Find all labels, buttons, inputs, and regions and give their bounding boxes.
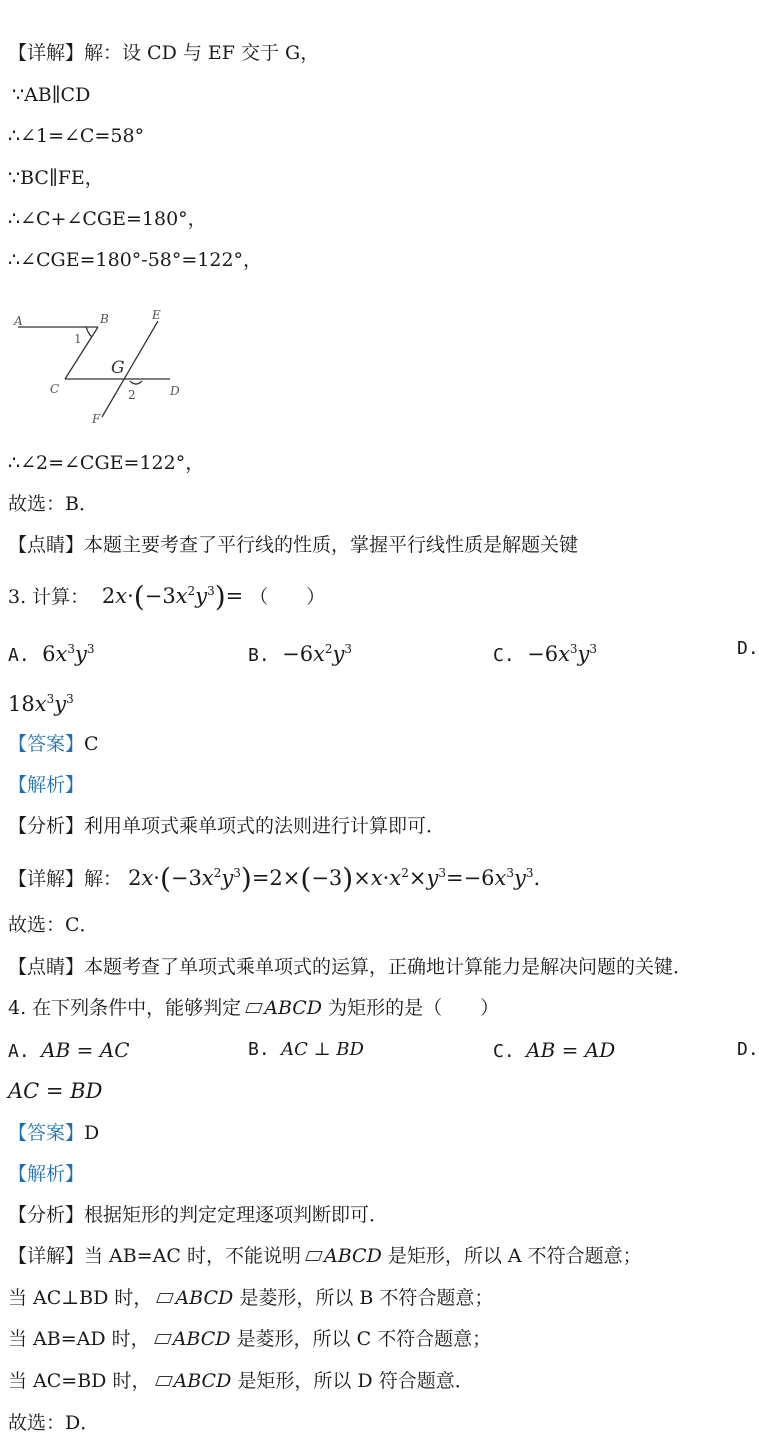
parallel-lines-figure (10, 305, 190, 425)
q4-detail-1-math: ABCD (324, 1245, 382, 1267)
q4-detail-3-post: 是菱形，所以 C 不符合题意； (236, 1328, 492, 1350)
q4-option-d-label: D. (737, 1039, 759, 1060)
q3-analysis-tag: 【解析】 (8, 774, 85, 796)
q3-blank: （ ） (249, 586, 326, 608)
solution-line-2: ∵AB∥CD (12, 84, 91, 106)
q3-option-b-label: B. (248, 645, 270, 666)
parallelogram-icon (154, 1334, 172, 1344)
parallelogram-icon (245, 1003, 263, 1013)
q3-answer-tag: 【答案】 (8, 733, 85, 755)
q4-answer-tag: 【答案】 (8, 1122, 85, 1144)
label-angle-1: 1 (74, 332, 82, 346)
label-g: G (111, 358, 125, 378)
q3-option-a-value: $6x^3y^3$ (35, 642, 95, 666)
q3-option-d[interactable] (737, 636, 759, 662)
q4-detail-4-pre: 当 AC=BD 时， (8, 1370, 151, 1392)
q3-expression: $2x\cdot(-3x^2y^3)=$ (95, 580, 244, 613)
parallelogram-icon (155, 1376, 173, 1386)
q4-stem-pre: 4. 在下列条件中，能够判定 (8, 997, 242, 1019)
solution-line-8: 故选：B． (8, 493, 98, 515)
q4-option-d[interactable] (737, 1037, 759, 1063)
label-e: E (152, 308, 161, 322)
q4-analysis-tag: 【解析】 (8, 1163, 85, 1185)
q3-xiangjie (8, 860, 541, 895)
q4-option-c-value: AB = AD (526, 1038, 616, 1062)
q3-option-c-value: $-6x^3y^3$ (520, 642, 598, 666)
q4-option-b-value: AC ⊥ BD (281, 1039, 364, 1060)
q3-option-c[interactable] (493, 636, 597, 669)
angle-2-arc (130, 381, 142, 384)
q4-fenxi: 【分析】根据矩形的判定定理逐项判断即可． (8, 1204, 389, 1226)
label-d: D (170, 384, 180, 398)
q4-option-a-value: AB = AC (41, 1038, 130, 1062)
q4-guxuan: 故选：D． (8, 1412, 100, 1434)
q3-option-b[interactable] (248, 636, 352, 669)
q3-option-d-label: D. (737, 638, 759, 659)
q3-stem-text: 3. 计算： (8, 586, 90, 608)
q4-detail-4-math: ABCD (173, 1370, 232, 1392)
q4-option-d-value: AC = BD (8, 1079, 103, 1103)
q3-xiangjie-tag: 【详解】解： (8, 868, 123, 890)
q4-option-d-value-line (8, 1078, 102, 1106)
solution-line-6: ∴∠CGE=180°-58°=122°， (8, 249, 263, 271)
q4-option-c-label: C. (493, 1041, 515, 1062)
q4-detail-1 (8, 1243, 642, 1269)
q4-answer (8, 1120, 99, 1146)
label-a: A (14, 314, 23, 328)
q3-answer-value: C (84, 733, 99, 755)
solution-line-1: 【详解】解：设 CD 与 EF 交于 G， (8, 42, 320, 64)
q3-xiangjie-expression: $2x\cdot(-3x^2y^3)=2\times(-3)\times x\cdot x^2\times y^3=-6x^3y^3$. (128, 862, 541, 895)
q3-dianjing: 【点睛】本题考查了单项式乘单项式的运算，正确地计算能力是解决问题的关键． (8, 956, 693, 978)
solution-line-3: ∴∠1=∠C=58° (8, 125, 145, 147)
q4-detail-1-pre: 【详解】当 AB=AC 时，不能说明 (8, 1245, 301, 1267)
parallelogram-icon (157, 1293, 175, 1303)
q3-option-d-value-line (8, 686, 74, 719)
q4-detail-3-math: ABCD (172, 1328, 231, 1350)
q3-option-c-label: C. (493, 645, 515, 666)
q4-detail-3 (8, 1326, 491, 1352)
q4-option-b-label: B. (248, 1039, 270, 1060)
q3-option-b-value: $-6x^2y^3$ (275, 642, 353, 666)
q4-stem (8, 995, 499, 1021)
q3-option-d-value: $18x^3y^3$ (8, 692, 74, 716)
q3-answer (8, 731, 99, 757)
q3-option-a-label: A. (8, 645, 30, 666)
solution-line-7: ∴∠2=∠CGE=122°， (8, 452, 205, 474)
q3-stem (8, 578, 326, 613)
q3-fenxi: 【分析】利用单项式乘单项式的法则进行计算即可． (8, 815, 446, 837)
q4-stem-post: 为矩形的是（ ） (328, 997, 500, 1019)
q3-guxuan: 故选：C． (8, 914, 99, 936)
q4-detail-4 (8, 1368, 474, 1394)
label-angle-2: 2 (128, 388, 136, 402)
q4-detail-4-post: 是矩形，所以 D 符合题意． (237, 1370, 474, 1392)
parallelogram-icon (305, 1251, 323, 1261)
q3-option-a[interactable] (8, 636, 94, 669)
q4-detail-2 (8, 1285, 493, 1311)
q4-stem-math: ABCD (264, 997, 323, 1019)
q4-answer-value: D (84, 1122, 100, 1144)
q4-detail-2-pre: 当 AC⊥BD 时， (8, 1287, 153, 1309)
label-b: B (100, 312, 109, 326)
q4-option-a-label: A. (8, 1041, 30, 1062)
q4-detail-3-pre: 当 AB=AD 时， (8, 1328, 150, 1350)
angle-1-arc (86, 327, 92, 337)
q4-option-b[interactable] (248, 1037, 364, 1063)
q4-detail-2-post: 是菱形，所以 B 不符合题意； (239, 1287, 494, 1309)
label-f: F (92, 412, 101, 425)
solution-line-9: 【点睛】本题主要考查了平行线的性质，掌握平行线性质是解题关键 (8, 534, 579, 556)
q4-detail-1-post: 是矩形，所以 A 不符合题意； (387, 1245, 642, 1267)
label-c: C (50, 382, 60, 396)
q4-detail-2-math: ABCD (175, 1287, 234, 1309)
solution-line-5: ∴∠C+∠CGE=180°， (8, 208, 207, 230)
q4-option-c[interactable] (493, 1037, 615, 1065)
q4-option-a[interactable] (8, 1037, 130, 1065)
solution-line-4: ∵BC∥FE， (8, 167, 104, 189)
